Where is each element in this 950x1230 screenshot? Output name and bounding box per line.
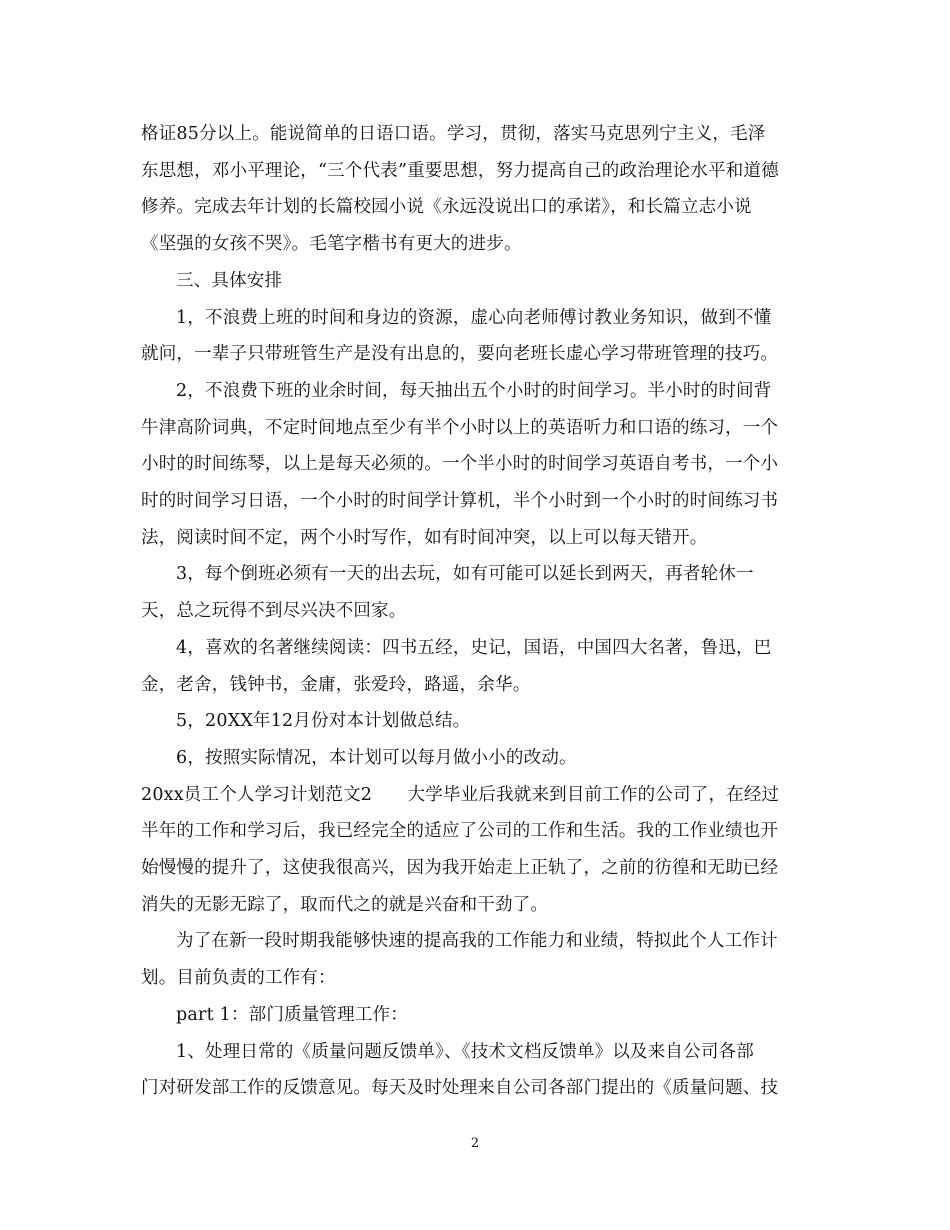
section-heading-arrangements bbox=[141, 263, 811, 300]
text-line: 为了在新一段时期我能够快速的提高我的工作能力和业绩，特拟此个人工作计 bbox=[176, 931, 778, 952]
paragraph-item-2 bbox=[141, 373, 811, 557]
text-line: 牛津高阶词典，不定时间地点至少有半个小时以上的英语听力和口语的练习，一个 bbox=[141, 417, 779, 438]
paragraph-quality-item-1 bbox=[141, 1034, 811, 1107]
text-line: 划。目前负责的工作有： bbox=[141, 968, 336, 989]
paragraph-item-6 bbox=[141, 740, 811, 777]
text-line: 《坚强的女孩不哭》。毛笔字楷书有更大的进步。 bbox=[141, 234, 522, 255]
text-line: 2，不浪费下班的业余时间，每天抽出五个小时的时间学习。半小时的时间背 bbox=[176, 380, 772, 401]
paragraph-item-4 bbox=[141, 630, 811, 703]
page-number: 2 bbox=[470, 1136, 480, 1151]
text-line: 格证85分以上。能说简单的日语口语。学习，贯彻，落实马克思列宁主义，毛泽 bbox=[141, 124, 766, 144]
text-line: 就问，一辈子只带班管生产是没有出息的，要向老班长虚心学习带班管理的技巧。 bbox=[141, 344, 779, 365]
text-line: part 1：部门质量管理工作： bbox=[176, 1004, 408, 1025]
paragraph-item-3 bbox=[141, 556, 811, 629]
text-line: 6，按照实际情况，本计划可以每月做小小的改动。 bbox=[176, 747, 577, 768]
text-line: 半年的工作和学习后，我已经完全的适应了公司的工作和生活。我的工作业绩也开 bbox=[141, 821, 779, 842]
paragraph-goals-continued bbox=[141, 116, 811, 263]
text-line: 始慢慢的提升了，这使我很高兴，因为我开始走上正轨了，之前的彷徨和无助已经 bbox=[141, 858, 779, 879]
text-line: 1，不浪费上班的时间和身边的资源，虚心向老师傅讨教业务知识，做到不懂 bbox=[176, 307, 772, 328]
paragraph-plan-purpose bbox=[141, 923, 811, 996]
paragraph-sample-2-intro bbox=[141, 777, 811, 924]
text-line: 1、处理日常的《质量问题反馈单》、《技术文档反馈单》以及来自公司各部 bbox=[176, 1041, 754, 1062]
text-line: 门对研发部工作的反馈意见。每天及时处理来自公司各部门提出的《质量问题、技 bbox=[141, 1078, 779, 1099]
document-body bbox=[141, 116, 811, 1107]
text-line: 东思想，邓小平理论，“三个代表”重要思想，努力提高自己的政治理论水平和道德 bbox=[141, 160, 779, 181]
text-line: 金，老舍，钱钟书，金庸，张爱玲，路遥，余华。 bbox=[141, 674, 531, 695]
text-line: 消失的无影无踪了，取而代之的就是兴奋和干劲了。 bbox=[141, 894, 549, 915]
text-line: 20xx员工个人学习计划范文2 大学毕业后我就来到目前工作的公司了，在经过 bbox=[141, 784, 780, 805]
text-line: 小时的时间练琴，以上是每天必须的。一个半小时的时间学习英语自考书，一个小 bbox=[141, 454, 779, 475]
section-heading-part-1 bbox=[141, 997, 811, 1034]
paragraph-item-5 bbox=[141, 703, 811, 740]
text-line: 4，喜欢的名著继续阅读：四书五经，史记，国语，中国四大名著，鲁迅，巴 bbox=[176, 637, 772, 658]
text-line: 3，每个倒班必须有一天的出去玩，如有可能可以延长到两天，再者轮休一 bbox=[176, 564, 754, 585]
text-line: 天，总之玩得不到尽兴决不回家。 bbox=[141, 601, 407, 622]
text-line: 5，20XX年12月份对本计划做总结。 bbox=[176, 711, 471, 732]
text-line: 时的时间学习日语，一个小时的时间学计算机，半个小时到一个小时的时间练习书 bbox=[141, 491, 779, 512]
text-line: 法，阅读时间不定，两个小时写作，如有时间冲突，以上可以每天错开。 bbox=[141, 527, 708, 548]
text-line: 三、具体安排 bbox=[176, 270, 283, 291]
paragraph-item-1 bbox=[141, 300, 811, 373]
text-line: 修养。完成去年计划的长篇校园小说《永远没说出口的承诺》，和长篇立志小说 bbox=[141, 197, 752, 218]
